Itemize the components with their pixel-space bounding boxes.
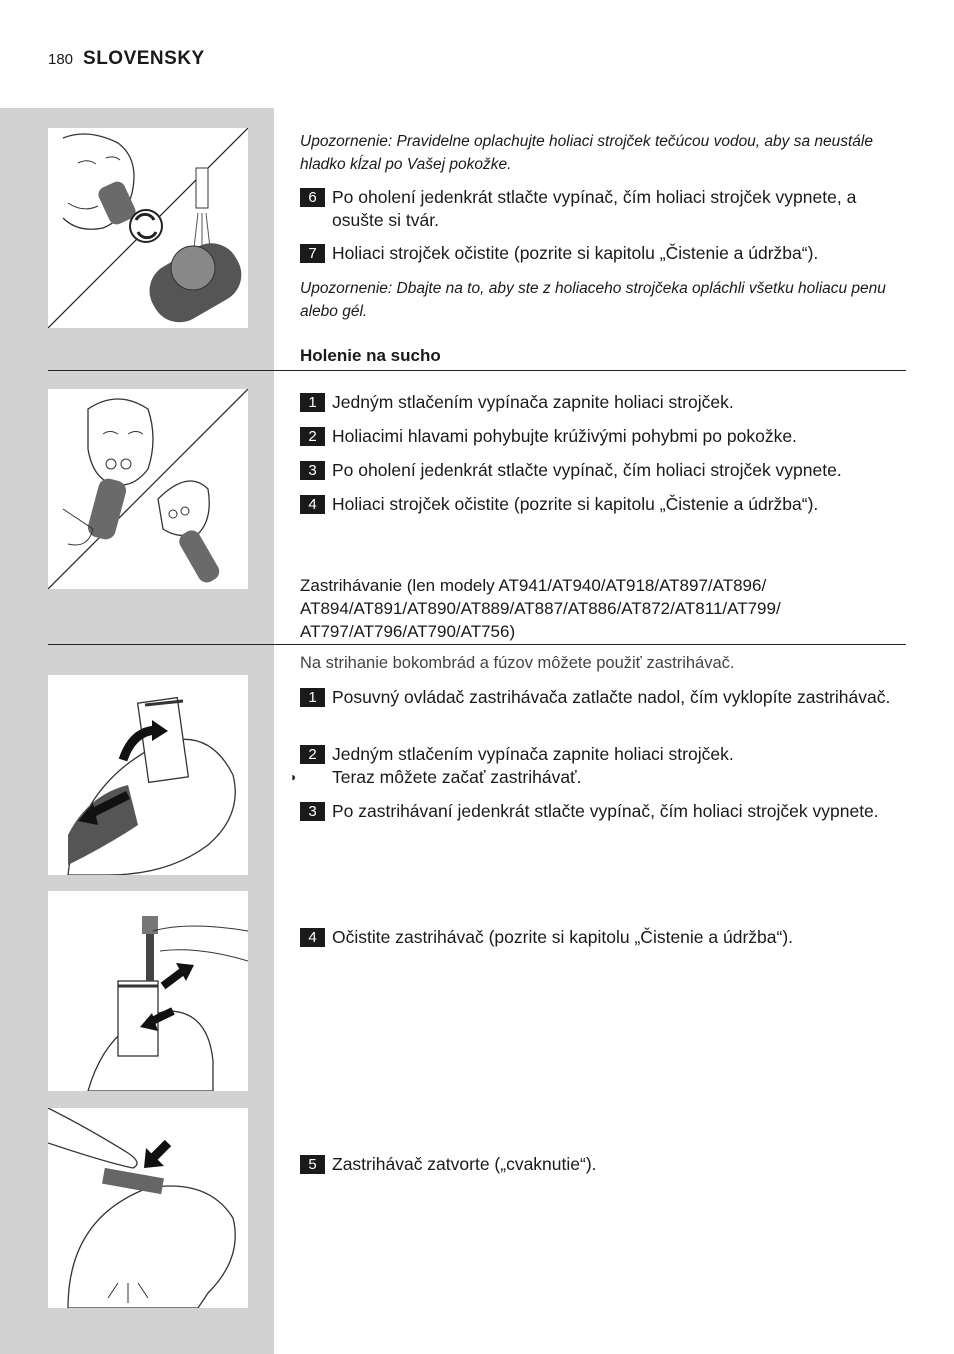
result-arrow-icon: ◗ [290, 770, 298, 784]
step-number: 4 [300, 928, 325, 947]
step-text: Po zastrihávaní jedenkrát stlačte vypínač, čím holiaci strojček vypnete. [332, 801, 879, 821]
note-foam: Upozornenie: Dbajte na to, aby ste z holiaceho strojčeka opláchli všetku holiacu penu alebo gél. [300, 280, 886, 320]
page-number: 180 [48, 51, 74, 68]
trim-step-5 [300, 1153, 900, 1176]
trim-result [290, 766, 890, 789]
trim-step-3 [300, 800, 900, 823]
step-text: Holiacimi hlavami pohybujte krúživými pohybmi po pokožke. [332, 426, 797, 446]
illustration-pointer [248, 683, 274, 709]
step-text: Jedným stlačením vypínača zapnite holiaci strojček. [332, 392, 734, 412]
trimming-intro: Na strihanie bokombrád a fúzov môžete použiť zastrihávač. [300, 654, 735, 672]
page-header [48, 48, 205, 76]
trim-step-2 [300, 743, 900, 766]
language-title: SLOVENSKY [83, 48, 205, 69]
trim-step-4 [300, 926, 900, 949]
step-text: Po oholení jedenkrát stlačte vypínač, čím holiaci strojček vypnete. [332, 460, 842, 480]
dry-step-4 [300, 493, 900, 516]
trim-step-1 [300, 686, 900, 709]
step-number: 2 [300, 745, 325, 764]
dry-step-1 [300, 391, 900, 414]
step-text: Po oholení jedenkrát stlačte vypínač, čím holiaci strojček vypnete, a osušte si tvár. [332, 187, 857, 230]
step-6 [300, 186, 900, 232]
clean-trimmer-illustration [48, 891, 248, 1091]
step-text: Jedným stlačením vypínača zapnite holiaci strojček. [332, 744, 734, 764]
step-text: Posuvný ovládač zastrihávača zatlačte nadol, čím vyklopíte zastrihávač. [332, 687, 891, 707]
step-number: 1 [300, 688, 325, 707]
result-text: Teraz môžete začať zastrihávať. [332, 767, 582, 787]
step-number: 3 [300, 461, 325, 480]
dry-shave-heading: Holenie na sucho [300, 346, 441, 365]
open-trimmer-illustration [48, 675, 248, 875]
step-number: 6 [300, 188, 325, 207]
illustration-pointer [248, 427, 274, 453]
step-text: Očistite zastrihávač (pozrite si kapitolu „Čistenie a údržba“). [332, 927, 794, 947]
dry-step-2 [300, 425, 900, 448]
step-text: Holiaci strojček očistite (pozrite si kapitolu „Čistenie a údržba“). [332, 243, 819, 263]
dry-step-3 [300, 459, 900, 482]
dry-shave-illustration [48, 389, 248, 589]
illustration-pointer [248, 1110, 274, 1136]
illustration-pointer [248, 130, 274, 156]
step-number: 1 [300, 393, 325, 412]
step-text: Holiaci strojček očistite (pozrite si kapitolu „Čistenie a údržba“). [332, 494, 819, 514]
rinse-shaver-illustration [48, 128, 248, 328]
step-number: 3 [300, 802, 325, 821]
step-number: 5 [300, 1155, 325, 1174]
step-number: 7 [300, 244, 325, 263]
step-text: Zastrihávač zatvorte („cvaknutie“). [332, 1154, 597, 1174]
section-divider [48, 370, 906, 371]
step-number: 4 [300, 495, 325, 514]
trimming-heading: Zastrihávanie (len modely AT941/AT940/AT918/AT897/AT896/ AT894/AT891/AT890/AT889/AT887/AT886/AT872/AT811/AT799/ AT797/AT796/AT790/AT756) [300, 576, 781, 641]
step-number: 2 [300, 427, 325, 446]
close-trimmer-illustration [48, 1108, 248, 1308]
section-divider [48, 644, 906, 645]
step-7 [300, 242, 900, 265]
note-rinse: Upozornenie: Pravidelne oplachujte holiaci strojček tečúcou vodou, aby sa neustále hladko kĺzal po Vašej pokožke. [300, 133, 873, 173]
